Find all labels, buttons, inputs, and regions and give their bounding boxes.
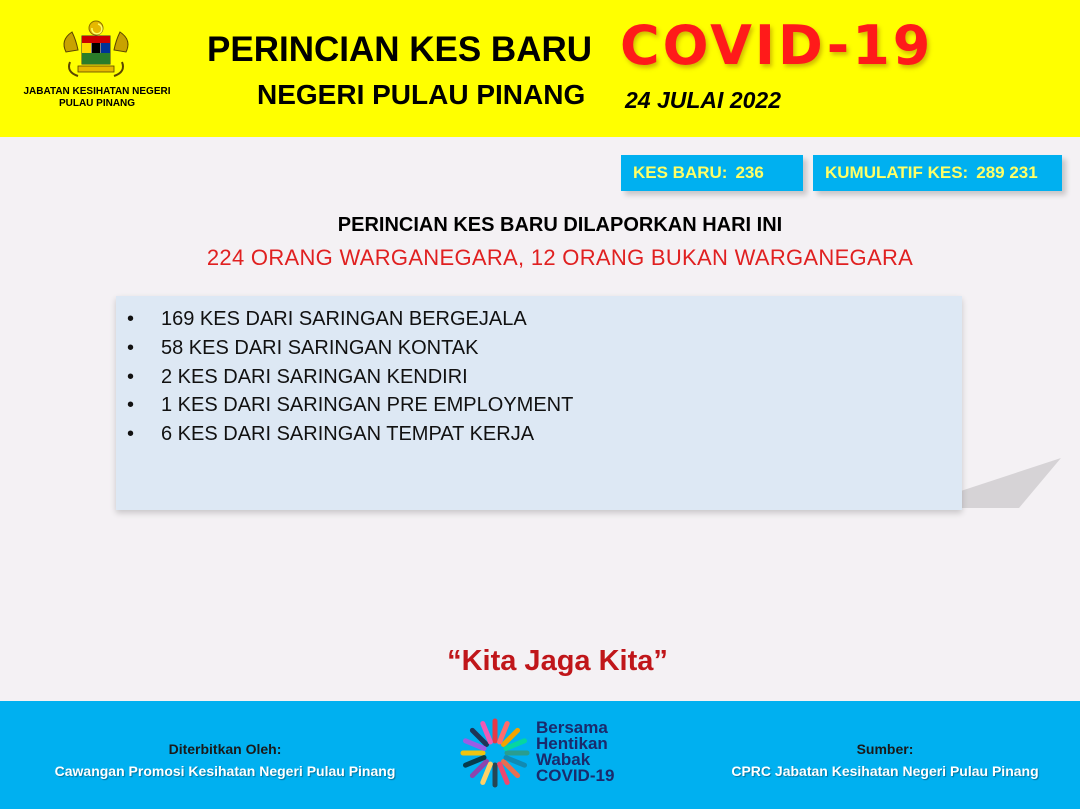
bullet-icon: • (127, 365, 135, 388)
list-item: • 2 KES DARI SARINGAN KENDIRI (116, 363, 962, 392)
source-label: Sumber: (856, 741, 914, 757)
footer-banner (0, 701, 1080, 809)
coat-of-arms-icon (56, 18, 136, 82)
new-cases-label: KES BARU: (633, 163, 728, 182)
campaign-text: Bersama Hentikan Wabak COVID-19 (536, 718, 615, 785)
list-item: • 58 KES DARI SARINGAN KONTAK (116, 334, 962, 363)
bullet-icon: • (127, 336, 135, 359)
cumulative-cases-badge (813, 155, 1062, 191)
list-item: • 6 KES DARI SARINGAN TEMPAT KERJA (116, 420, 962, 449)
publisher-name: Cawangan Promosi Kesihatan Negeri Pulau Pinang (54, 763, 396, 779)
publisher-label: Diterbitkan Oleh: (168, 741, 282, 757)
case-details-box (116, 296, 962, 510)
department-name: JABATAN KESIHATAN NEGERI PULAU PINANG (23, 86, 171, 109)
report-date: 24 JULAI 2022 (625, 87, 781, 113)
source-name: CPRC Jabatan Kesihatan Negeri Pulau Pinang (731, 763, 1039, 779)
covid-title: COVID-19 (620, 14, 934, 77)
campaign-logo-icon (458, 716, 532, 790)
slogan: “Kita Jaga Kita” (447, 645, 668, 677)
new-cases-value: 236 (735, 163, 764, 182)
list-item: • 169 KES DARI SARINGAN BERGEJALA (116, 305, 962, 334)
bullet-icon: • (127, 394, 135, 417)
section-title: PERINCIAN KES BARU DILAPORKAN HARI INI (337, 214, 783, 236)
case-details-list (116, 296, 962, 449)
section-subtitle: 224 ORANG WARGANEGARA, 12 ORANG BUKAN WARGANEGARA (206, 245, 914, 270)
cumulative-cases-value: 289 231 (976, 163, 1038, 182)
bullet-icon: • (127, 423, 135, 446)
new-cases-badge (621, 155, 803, 191)
page-title: PERINCIAN KES BARU (207, 30, 593, 69)
header-banner (0, 0, 1080, 137)
bullet-icon: • (127, 308, 135, 330)
cumulative-cases-label: KUMULATIF KES: (825, 163, 969, 182)
list-item: • 1 KES DARI SARINGAN PRE EMPLOYMENT (116, 391, 962, 420)
state-subtitle: NEGERI PULAU PINANG (257, 79, 586, 110)
